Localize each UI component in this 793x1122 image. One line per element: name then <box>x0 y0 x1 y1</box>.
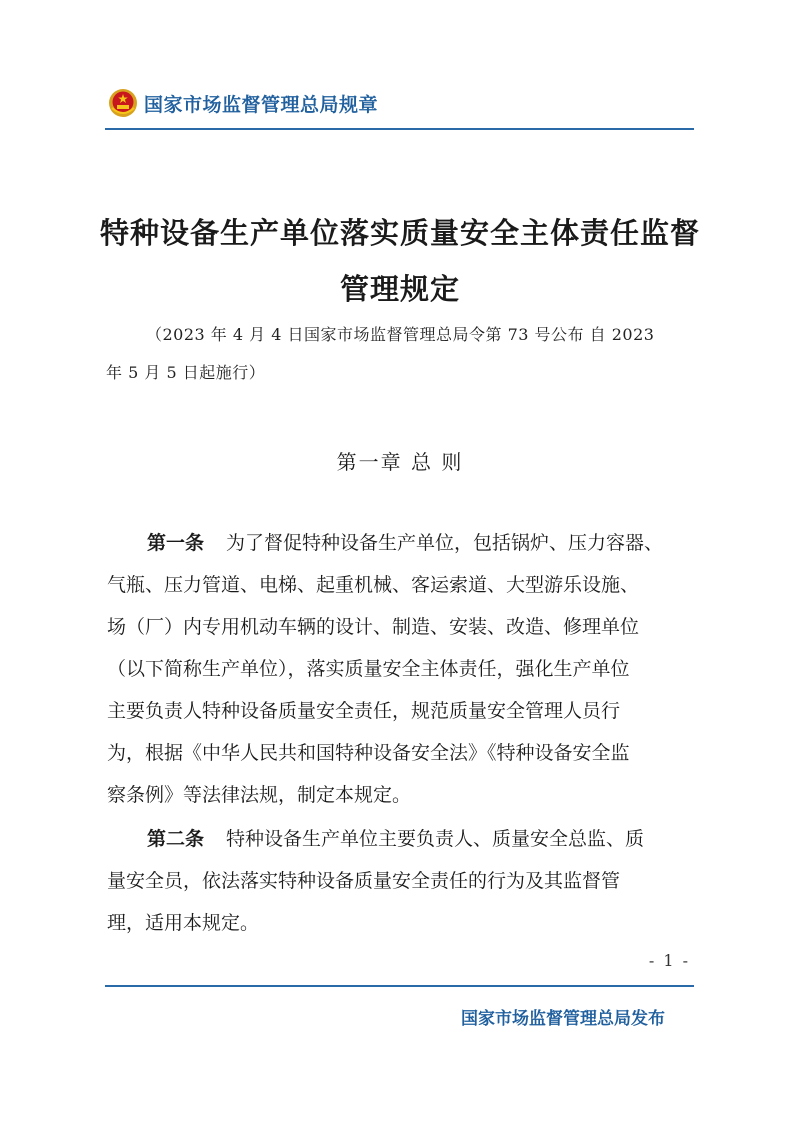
chapter-heading: 第一章 总 则 <box>336 450 464 474</box>
article-line <box>107 818 695 860</box>
footer-publisher: 国家市场监督管理总局发布 <box>461 1009 665 1029</box>
header-title: 国家市场监督管理总局规章 <box>144 93 379 116</box>
article-line: 场（厂）内专用机动车辆的设计、制造、安装、改造、修理单位 <box>107 616 640 638</box>
national-emblem-icon <box>108 88 138 118</box>
page-number: - 1 - <box>648 951 690 970</box>
article-1 <box>107 522 695 816</box>
article-text: 特种设备生产单位主要负责人、质量安全总监、质 <box>226 828 645 850</box>
footer-divider <box>105 985 694 987</box>
article-label: 第二条 <box>147 828 205 850</box>
title-line-1: 特种设备生产单位落实质量安全主体责任监督 <box>100 216 701 250</box>
publication-note-line-2: 年 5 月 5 日起施行） <box>106 363 266 382</box>
publication-note-line-1: （2023 年 4 月 4 日国家市场监督管理总局令第 73 号公布 自 2023 <box>146 325 655 344</box>
article-line: 主要负责人特种设备质量安全责任，规范质量安全管理人员行 <box>107 700 621 722</box>
article-line: 察条例》等法律法规，制定本规定。 <box>107 784 412 806</box>
article-line: 气瓶、压力管道、电梯、起重机械、客运索道、大型游乐设施、 <box>107 574 640 596</box>
header-divider <box>105 128 694 130</box>
article-line: 理，适用本规定。 <box>107 912 260 934</box>
page-header <box>108 86 378 120</box>
article-label: 第一条 <box>147 532 205 554</box>
article-line: 为，根据《中华人民共和国特种设备安全法》《特种设备安全监 <box>107 742 630 764</box>
title-line-2: 管理规定 <box>339 272 460 306</box>
article-line: 量安全员，依法落实特种设备质量安全责任的行为及其监督管 <box>107 870 621 892</box>
article-line: （以下简称生产单位），落实质量安全主体责任，强化生产单位 <box>107 658 630 680</box>
article-2 <box>107 818 695 944</box>
article-text: 为了督促特种设备生产单位，包括锅炉、压力容器、 <box>226 532 664 554</box>
article-line <box>107 522 695 564</box>
publication-note <box>106 316 696 392</box>
document-title <box>100 205 700 317</box>
